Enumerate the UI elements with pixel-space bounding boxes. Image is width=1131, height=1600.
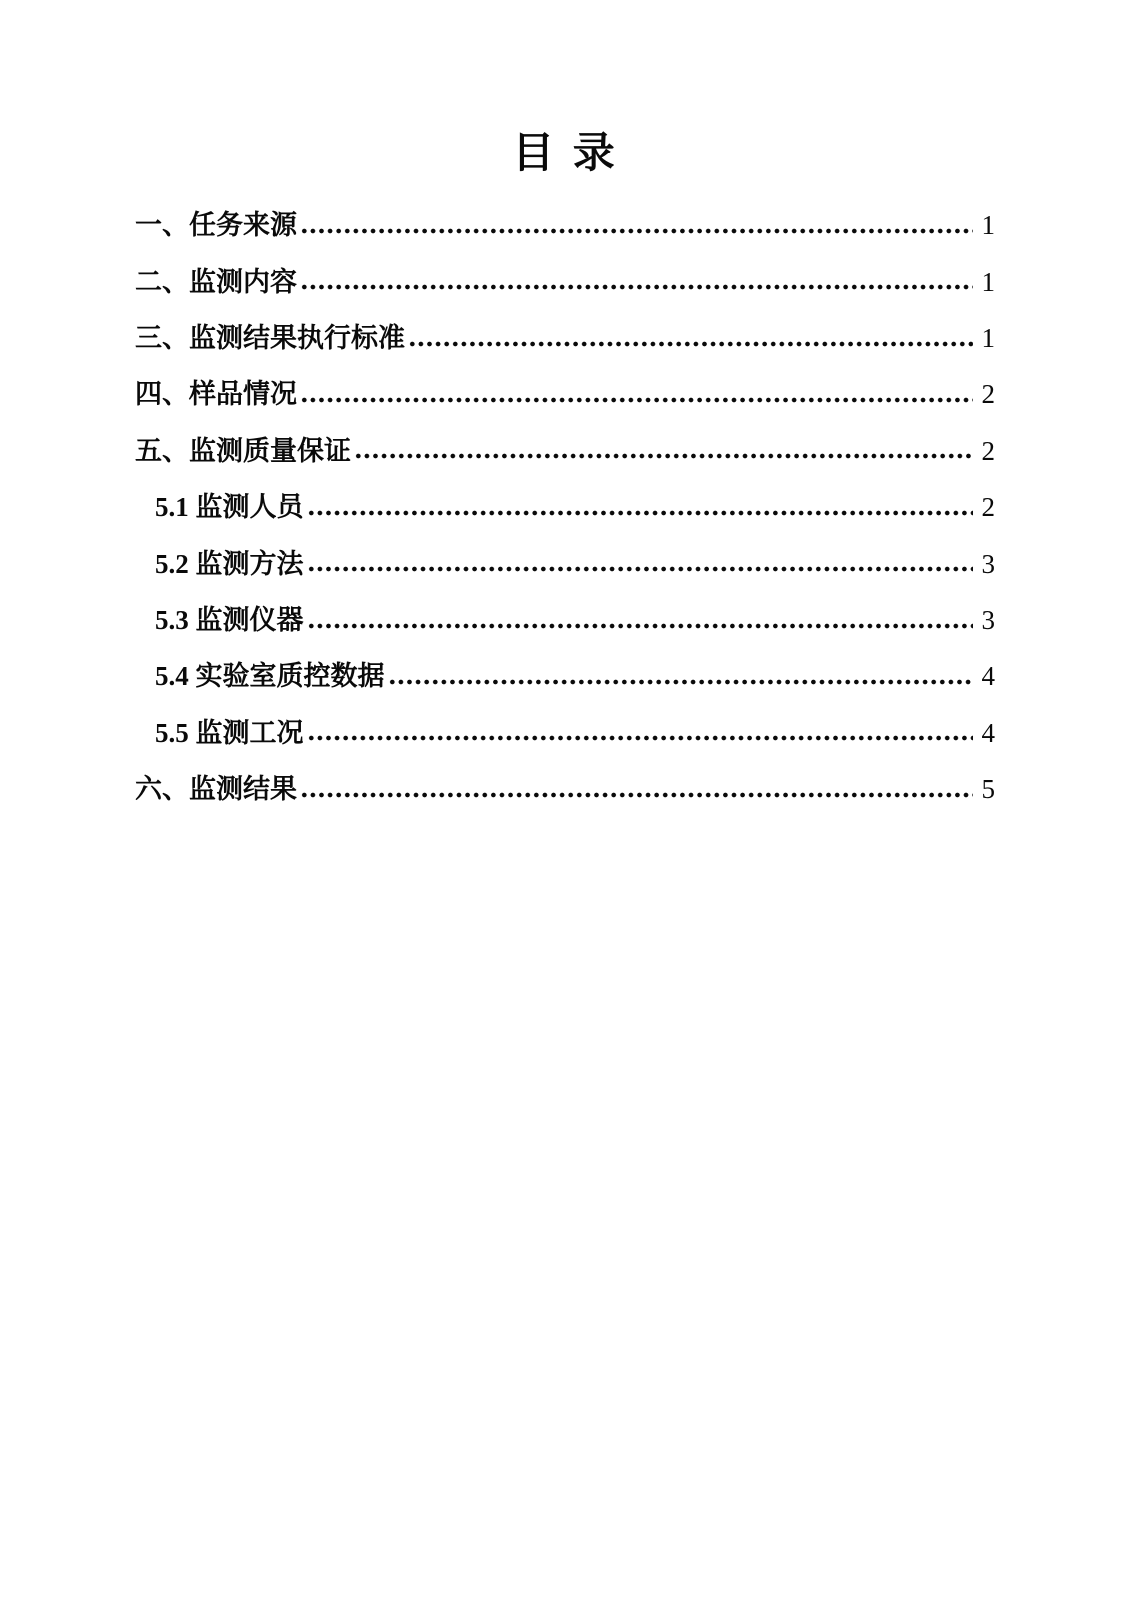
toc-entry-label: 5.4 实验室质控数据 — [155, 661, 385, 692]
toc-entry-row — [135, 523, 995, 579]
toc-entry-page-number: 2 — [981, 379, 995, 410]
toc-entry-row — [135, 241, 995, 297]
dot-leader — [300, 397, 973, 403]
page-title: 目 录 — [512, 131, 619, 177]
toc-entry-page-number: 1 — [981, 210, 995, 241]
toc-entry-page-number: 3 — [981, 604, 995, 635]
dot-leader — [300, 228, 973, 234]
toc-entry-row — [135, 185, 995, 241]
toc-entry-row — [135, 748, 995, 804]
dot-leader — [354, 453, 973, 459]
toc-entry-label: 六、监测结果 — [135, 774, 297, 805]
toc-entry-label: 三、监测结果执行标准 — [135, 322, 405, 353]
toc-entry-page-number: 1 — [981, 322, 995, 353]
toc-entry-page-number: 2 — [981, 435, 995, 466]
toc-entry-label: 二、监测内容 — [135, 266, 297, 297]
dot-leader — [300, 284, 973, 290]
dot-leader — [307, 735, 974, 741]
toc-entry-label: 5.1 监测人员 — [155, 492, 304, 523]
toc-list — [135, 185, 995, 805]
toc-entry-row — [135, 636, 995, 692]
toc-entry-row — [135, 579, 995, 635]
toc-entry-row — [135, 466, 995, 522]
toc-entry-page-number: 2 — [981, 492, 995, 523]
dot-leader — [307, 510, 974, 516]
toc-entry-page-number: 4 — [981, 717, 995, 748]
toc-entry-page-number: 1 — [981, 266, 995, 297]
toc-entry-row — [135, 297, 995, 353]
toc-entry-page-number: 3 — [981, 548, 995, 579]
dot-leader — [408, 341, 973, 347]
toc-entry-row — [135, 692, 995, 748]
toc-entry-row — [135, 410, 995, 466]
toc-entry-row — [135, 354, 995, 410]
toc-entry-label: 5.2 监测方法 — [155, 548, 304, 579]
dot-leader — [307, 566, 974, 572]
toc-entry-label: 5.5 监测工况 — [155, 717, 304, 748]
dot-leader — [300, 792, 973, 798]
toc-entry-label: 一、任务来源 — [135, 210, 297, 241]
toc-entry-label: 五、监测质量保证 — [135, 435, 351, 466]
toc-entry-page-number: 5 — [981, 774, 995, 805]
toc-entry-page-number: 4 — [981, 661, 995, 692]
toc-entry-label: 四、样品情况 — [135, 379, 297, 410]
toc-entry-label: 5.3 监测仪器 — [155, 604, 304, 635]
dot-leader — [388, 679, 974, 685]
dot-leader — [307, 623, 974, 629]
